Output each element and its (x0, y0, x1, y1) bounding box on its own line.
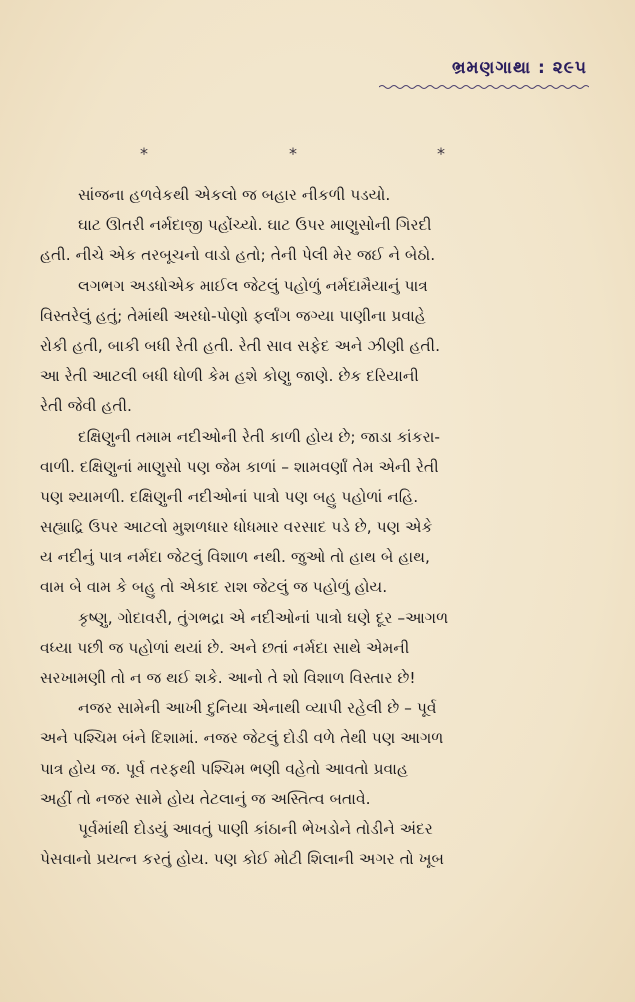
text-line: પેસવાનો પ્રયત્ન કરતું હોય. પણ કોઈ મોટી શિલાની અગર તો ખૂબ (40, 850, 444, 869)
text-line: વિસ્તરેલું હતું; તેમાંથી અરધો-પોણો ફર્લાંગ જગ્યા પાણીના પ્રવાહે (40, 306, 426, 325)
text-line: સાંજના હળવેકથી એકલો જ બહાર નીકળી પડયો. (78, 186, 391, 204)
text-line: પણ શ્યામળી. દક્ષિણુની નદીઓનાં પાત્રો પણ બહુ પહોળાં નહિ. (40, 487, 419, 506)
text-line: વાળી. દક્ષિણુનાં માણુસો પણ જેમ કાળાં – શામવર્ણાં તેમ એની રેતી (40, 457, 439, 476)
text-line: રોકી હતી, બાકી બધી રેતી હતી. રેતી સાવ સફેદ અને ઝીણી હતી. (40, 336, 441, 355)
text-line: હતી. નીચે એક તરબૂચનો વાડો હતો; તેની પેલી મેર જઈ ને બેઠો. (40, 246, 436, 265)
text-line: નજર સામેની આખી દુનિયા એનાથી વ્યાપી રહેલી છે – પૂર્વ (78, 699, 437, 718)
text-line: ય નદીનું પાત્ર નર્મદા જેટલું વિશાળ નથી. જુઓ તો હાથ બે હાથ, (40, 548, 430, 567)
section-separator (0, 144, 635, 164)
text-line: સરખામણી તો ન જ થઈ શકે. આનો તે શો વિશાળ વિસ્તાર છે! (40, 669, 416, 687)
separator-star: * (437, 144, 445, 163)
text-line: અહીં તો નજર સામે હોય તેટલાનું જ અસ્તિત્વ બતાવે. (40, 789, 371, 808)
text-line: લગભગ અડધોએક માઈલ જેટલું પહોળું નર્મદામૈયાનું પાત્ર (78, 276, 428, 295)
text-line: વામ બે વામ કે બહુ તો એકાદ રાશ જેટલું જ પહોળું હોય. (40, 578, 388, 597)
text-line: વધ્યા પછી જ પહોળાં થયાં છે. અને છતાં નર્મદા સાથે એમની (40, 638, 410, 657)
text-line: કૃષ્ણુ, ગોદાવરી, તુંગભદ્રા એ નદીઓનાં પાત્રો ઘણે દૂર –આગળ (78, 608, 449, 627)
body-text (40, 180, 600, 874)
separator-star: * (140, 144, 148, 163)
text-line: અને પશ્ચિમ બંને દિશામાં. નજર જેટલું દોડી વળે તેથી પણ આગળ (40, 729, 444, 748)
text-line: પૂર્વમાંથી દોડયું આવતું પાણી કાંઠાની ભેખડોને તોડીને અંદર (78, 819, 433, 838)
separator-star: * (289, 144, 297, 163)
text-line: ઘાટ ઊતરી નર્મદાજી પહોંચ્યો. ઘાટ ઉપર માણુસોની ગિરદી (78, 216, 432, 235)
text-line: સહ્યાદ્રિ ઉપર આટલો મુશળધાર ધોધમાર વરસાદ પડે છે, પણ એકે (40, 518, 433, 537)
text-line: આ રેતી આટલી બધી ધોળી કેમ હશે કોણુ જાણે. છેક દરિયાની (40, 367, 419, 386)
text-line: દક્ષિણુની તમામ નદીઓની રેતી કાળી હોય છે; જાડા કાંકરા- (78, 427, 440, 446)
text-line: પાત્ર હોય જ. પૂર્વ તરફથી પશ્ચિમ ભણી વહેતો આવતો પ્રવાહ (40, 759, 408, 778)
text-line: રેતી જેવી હતી. (40, 397, 132, 416)
running-header: ભ્રમણગાથા : ૨૯૫ (451, 58, 587, 78)
header-wavy-rule (379, 84, 589, 90)
